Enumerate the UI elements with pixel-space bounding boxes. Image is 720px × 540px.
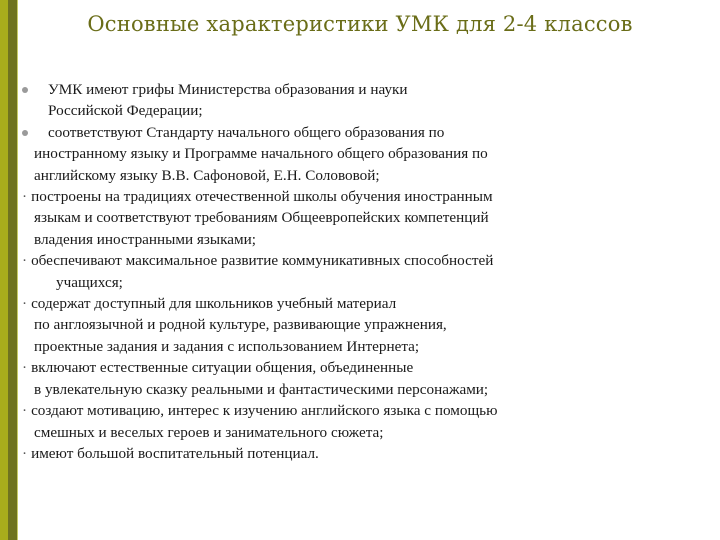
sidebar-stripe-inner <box>8 0 17 540</box>
bullet-5-line-1: содержат доступный для школьников учебный материал <box>31 295 397 313</box>
bullet-item-5 <box>22 293 712 357</box>
bullet-4-line-1: обеспечивают максимальное развитие коммуникативных способностей <box>31 252 494 270</box>
bullet-3-line-3: владения иностранными языками; <box>34 230 256 248</box>
bullet-3-line-2: языкам и соответствуют требованиям Общеевропейских компетенций <box>34 209 489 227</box>
sidebar-stripe-outer <box>0 0 8 540</box>
bullet-4-line-2: учащихся; <box>56 273 123 291</box>
bullet-7-line-2: смешных и веселых героев и занимательного сюжета; <box>34 423 384 441</box>
bullet-list <box>22 79 712 464</box>
bullet-7-line-1: создают мотивацию, интерес к изучению английского языка с помощью <box>31 402 498 420</box>
bullet-marker-icon: · <box>22 295 28 313</box>
bullet-item-6 <box>22 357 712 400</box>
bullet-dot-icon <box>22 87 28 93</box>
bullet-6-line-2: в увлекательную сказку реальными и фантастическими персонажами; <box>34 380 489 398</box>
bullet-3-line-1: построены на традициях отечественной школы обучения иностранным <box>31 188 493 206</box>
bullet-marker-icon: · <box>22 252 28 270</box>
bullet-item-2 <box>22 122 712 186</box>
bullet-5-line-2: по англоязычной и родной культуре, развивающие упражнения, <box>34 316 447 334</box>
bullet-2-line-2: иностранному языку и Программе начального общего образования по <box>34 145 488 163</box>
bullet-5-line-3: проектные задания и задания с использованием Интернета; <box>34 337 420 355</box>
bullet-2-line-3: английскому языку В.В. Сафоновой, Е.Н. Солововой; <box>34 166 380 184</box>
bullet-item-4 <box>22 250 712 293</box>
bullet-item-7 <box>22 400 712 443</box>
bullet-item-8 <box>22 443 712 464</box>
bullet-6-line-1: включают естественные ситуации общения, объединенные <box>31 359 414 377</box>
slide-title: Основные характеристики УМК для 2-4 классов <box>87 12 633 36</box>
bullet-item-1 <box>22 79 712 122</box>
bullet-marker-icon: · <box>22 402 28 420</box>
bullet-marker-icon: · <box>22 188 28 206</box>
bullet-dot-icon <box>22 130 28 136</box>
bullet-1-line-2: Российской Федерации; <box>48 102 203 120</box>
sidebar-stripe-line <box>17 0 18 540</box>
bullet-marker-icon: · <box>22 359 28 377</box>
bullet-1-line-1: УМК имеют грифы Министерства образования и науки <box>48 81 408 98</box>
bullet-8-line-1: имеют большой воспитательный потенциал. <box>31 444 319 462</box>
bullet-item-3 <box>22 186 712 250</box>
bullet-2-line-1: соответствуют Стандарту начального общего образования по <box>48 123 445 141</box>
bullet-marker-icon: · <box>22 444 28 462</box>
